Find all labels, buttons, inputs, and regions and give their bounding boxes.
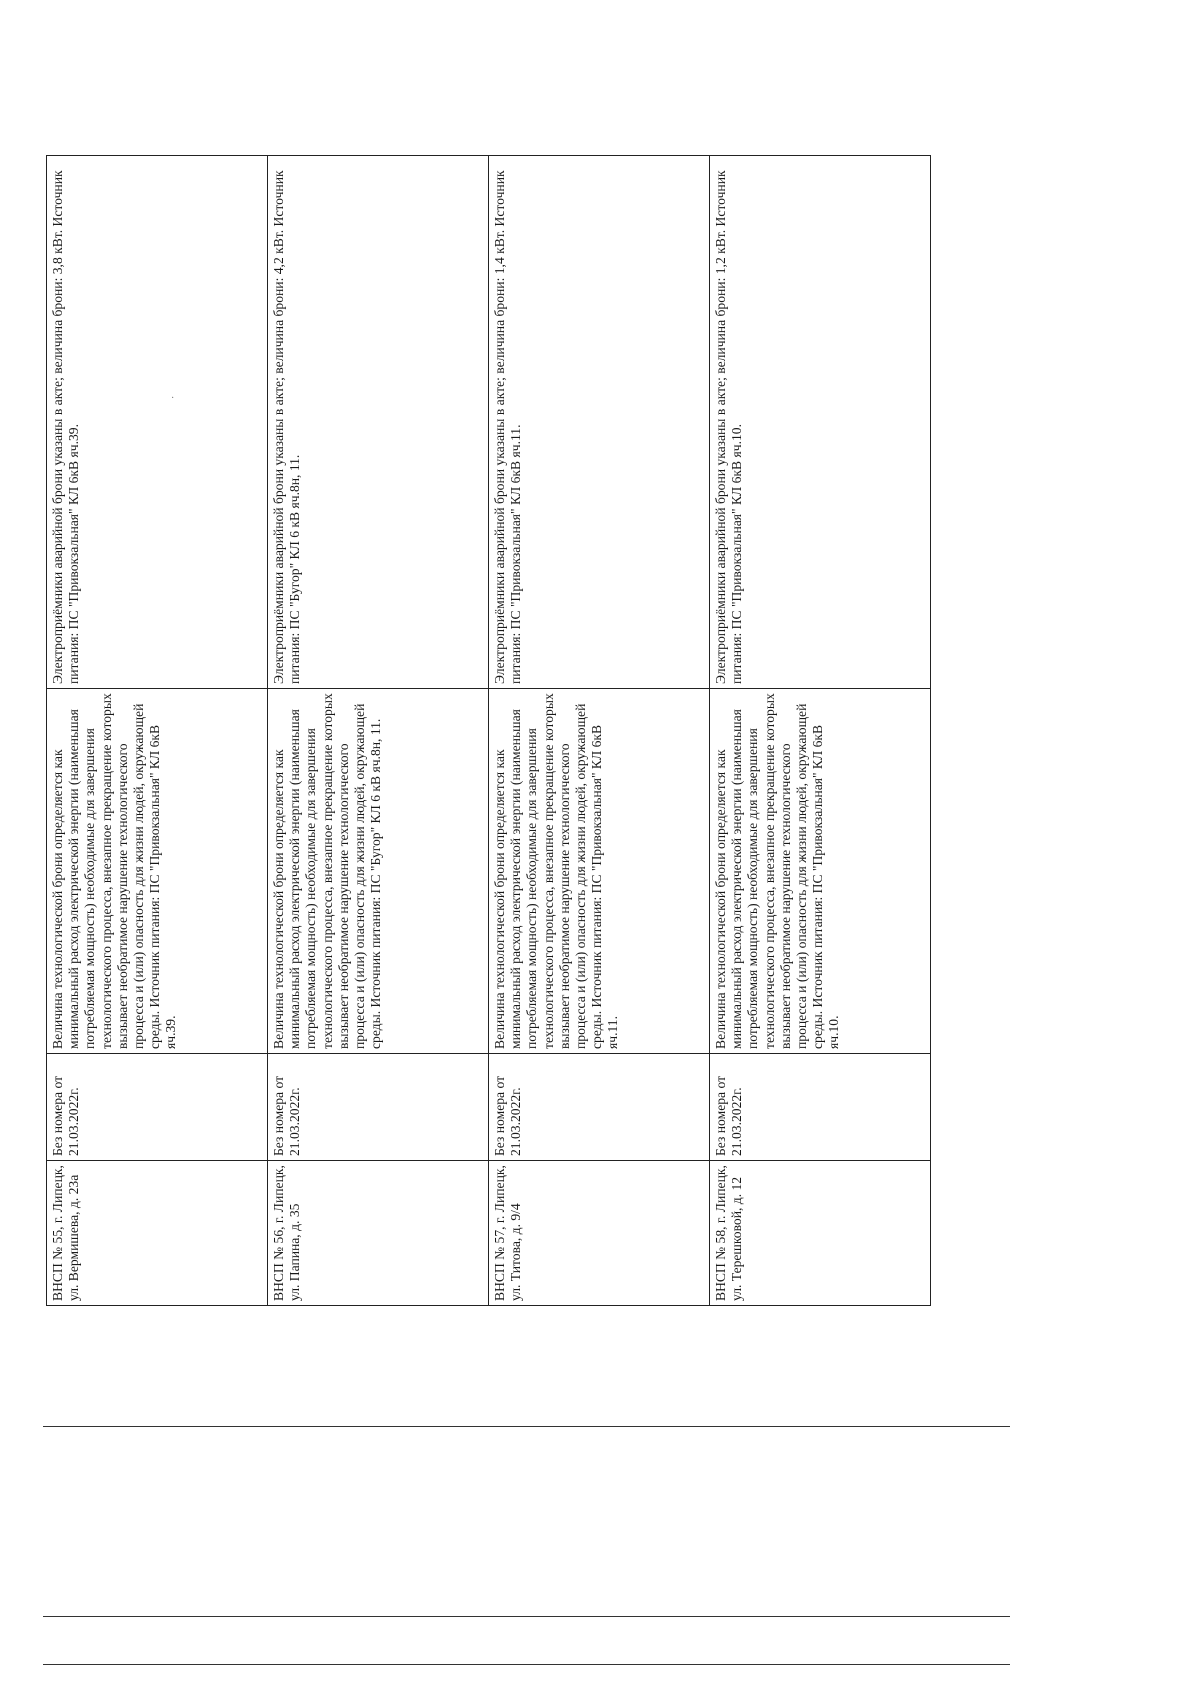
emergency-reserve-cell: Электроприёмники аварийной брони указаны в акте; величина брони: 1,2 кВт. Источник питания: ПС "Привокзальная" КЛ 6кВ яч.10. xyxy=(710,156,931,689)
document-cell: Без номера от 21.03.2022г. xyxy=(268,1054,489,1161)
technological-reserve-cell: Величина технологической брони определяется как минимальный расход электрической энергии (наименьшая потребляемая мощность) необходимые для завершения технологического процесса, внезапное прекращение которых вызывает необратимое нарушение технологического процесса и (или) опасность для жизни людей, окружающей среды. Источник питания: ПС "Привокзальная" КЛ 6кВ яч.39. xyxy=(47,689,268,1054)
horizontal-rule xyxy=(43,1664,1010,1665)
address-cell: ВНСП № 55, г. Липецк, ул. Вермишева, д. 23а xyxy=(47,1161,268,1306)
table-row xyxy=(47,156,268,1306)
scan-speck: · xyxy=(171,393,175,404)
rotated-table-wrapper xyxy=(46,156,931,1306)
document-cell: Без номера от 21.03.2022г. xyxy=(710,1054,931,1161)
table-row xyxy=(710,156,931,1306)
technological-reserve-cell: Величина технологической брони определяется как минимальный расход электрической энергии (наименьшая потребляемая мощность) необходимые для завершения технологического процесса, внезапное прекращение которых вызывает необратимое нарушение технологического процесса и (или) опасность для жизни людей, окружающей среды. Источник питания: ПС "Привокзальная" КЛ 6кВ яч.11. xyxy=(489,689,710,1054)
table-row xyxy=(489,156,710,1306)
horizontal-rule xyxy=(43,1426,1010,1427)
address-cell: ВНСП № 56, г. Липецк, ул. Папина, д. 35 xyxy=(268,1161,489,1306)
document-cell: Без номера от 21.03.2022г. xyxy=(489,1054,710,1161)
address-cell: ВНСП № 57, г. Липецк, ул. Титова, д. 9/4 xyxy=(489,1161,710,1306)
table-row xyxy=(268,156,489,1306)
technological-reserve-cell: Величина технологической брони определяется как минимальный расход электрической энергии (наименьшая потребляемая мощность) необходимые для завершения технологического процесса, внезапное прекращение которых вызывает необратимое нарушение технологического процесса и (или) опасность для жизни людей, окружающей среды. Источник питания: ПС "Бугор" КЛ 6 кВ яч.8н, 11. xyxy=(268,689,489,1054)
emergency-reserve-cell: Электроприёмники аварийной брони указаны в акте; величина брони: 1,4 кВт. Источник питания: ПС "Привокзальная" КЛ 6кВ яч.11. xyxy=(489,156,710,689)
emergency-reserve-table xyxy=(46,155,931,1306)
emergency-reserve-cell: Электроприёмники аварийной брони указаны в акте; величина брони: 4,2 кВт. Источник питания: ПС "Бугор" КЛ 6 кВ яч.8н, 11. xyxy=(268,156,489,689)
document-cell: Без номера от 21.03.2022г. xyxy=(47,1054,268,1161)
horizontal-rule xyxy=(43,1616,1010,1617)
emergency-reserve-cell: Электроприёмники аварийной брони указаны в акте; величина брони: 3,8 кВт. Источник питания: ПС "Привокзальная" КЛ 6кВ яч.39. xyxy=(47,156,268,689)
technological-reserve-cell: Величина технологической брони определяется как минимальный расход электрической энергии (наименьшая потребляемая мощность) необходимые для завершения технологического процесса, внезапное прекращение которых вызывает необратимое нарушение технологического процесса и (или) опасность для жизни людей, окружающей среды. Источник питания: ПС "Привокзальная" КЛ 6кВ яч.10. xyxy=(710,689,931,1054)
address-cell: ВНСП № 58, г. Липецк, ул. Терешковой, д. 12 xyxy=(710,1161,931,1306)
